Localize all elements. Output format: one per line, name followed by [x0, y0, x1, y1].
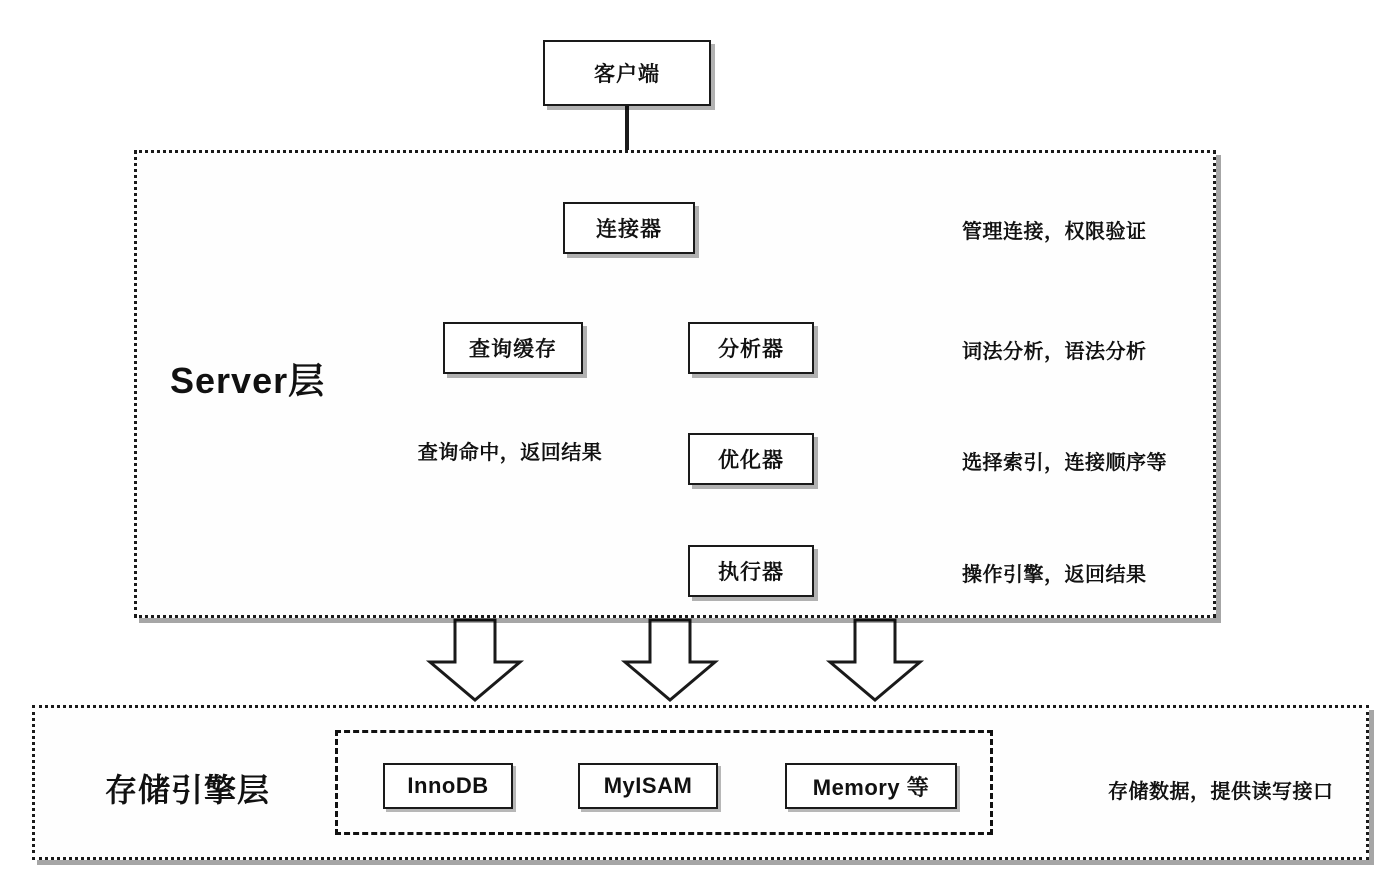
storage-layer-title: 存储引擎层 — [105, 772, 271, 808]
annotation-connector: 管理连接，权限验证 — [962, 221, 1147, 243]
node-client[interactable] — [543, 40, 711, 106]
node-client-label: 客户端 — [594, 63, 660, 86]
node-query-cache[interactable] — [443, 322, 583, 374]
node-optimizer-label: 优化器 — [718, 449, 784, 472]
node-engine-memory[interactable] — [785, 763, 957, 809]
annotation-analyzer: 词法分析，语法分析 — [962, 341, 1147, 363]
node-executor-label: 执行器 — [718, 561, 784, 584]
annotation-executor: 操作引擎，返回结果 — [962, 564, 1147, 586]
node-engine-myisam[interactable] — [578, 763, 718, 809]
node-analyzer-label: 分析器 — [718, 338, 784, 361]
node-engine-innodb-label: InnoDB — [407, 773, 489, 798]
node-optimizer[interactable] — [688, 433, 814, 485]
node-executor[interactable] — [688, 545, 814, 597]
annotation-cache-hit: 查询命中，返回结果 — [417, 442, 603, 464]
annotation-storage: 存储数据，提供读写接口 — [1108, 781, 1334, 803]
node-engine-memory-label: Memory 等 — [812, 774, 930, 800]
node-engine-myisam-label: MyISAM — [603, 773, 693, 798]
node-connector-label: 连接器 — [596, 218, 662, 241]
node-engine-innodb[interactable] — [383, 763, 513, 809]
server-layer-title: Server层 — [170, 360, 326, 401]
annotation-optimizer: 选择索引，连接顺序等 — [962, 452, 1167, 474]
node-connector[interactable] — [563, 202, 695, 254]
node-query-cache-label: 查询缓存 — [469, 338, 557, 361]
node-analyzer[interactable] — [688, 322, 814, 374]
